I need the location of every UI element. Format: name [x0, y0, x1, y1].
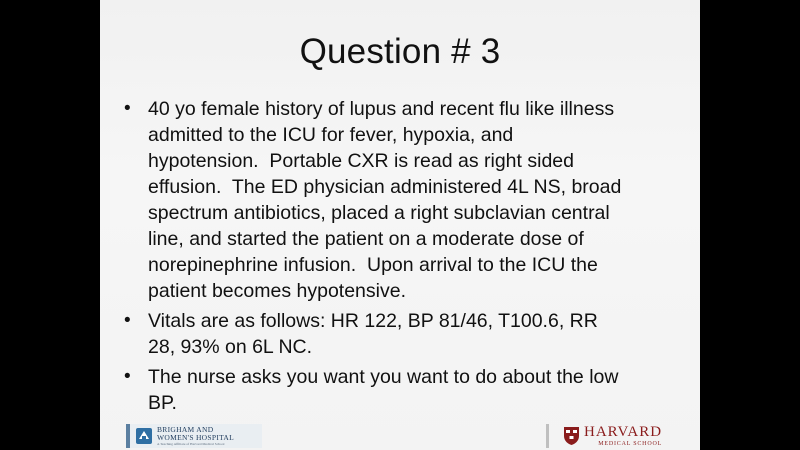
bullet-line: 28, 93% on 6L NC. — [148, 336, 313, 358]
bullet-marker: • — [124, 98, 131, 119]
harvard-shield-icon — [563, 426, 580, 446]
bullet-line: 40 yo female history of lupus and recent flu like illness — [148, 98, 615, 120]
bwh-line1: BRIGHAM AND — [157, 425, 214, 434]
hms-main-text: HARVARD — [584, 424, 663, 440]
slide-footer — [100, 422, 700, 450]
hms-wordmark — [584, 425, 662, 447]
bwh-emblem-icon — [135, 427, 153, 445]
slide-title: Question # 3 — [299, 32, 501, 71]
bullet-marker: • — [124, 366, 131, 387]
bullet-line: The nurse asks you want you want to do about the low — [148, 366, 619, 388]
bullet-item-2 — [122, 308, 692, 360]
bullet-list — [122, 96, 692, 420]
slide — [100, 0, 700, 450]
bullet-line: effusion. The ED physician administered 4L NS, broad — [148, 176, 622, 198]
bullet-item-3 — [122, 364, 692, 416]
hms-sub-text: MEDICAL SCHOOL — [598, 441, 663, 447]
bwh-tagline: A Teaching Affiliate of Harvard Medical School — [157, 442, 225, 446]
brigham-womens-logo — [126, 424, 262, 448]
harvard-medical-school-logo — [563, 425, 662, 447]
bullet-line: BP. — [148, 392, 177, 414]
bullet-line: hypotension. Portable CXR is read as right sided — [148, 150, 574, 172]
bwh-line2: WOMEN'S HOSPITAL — [157, 433, 235, 442]
bullet-line: line, and started the patient on a moderate dose of — [148, 228, 584, 250]
bullet-line: admitted to the ICU for fever, hypoxia, and — [148, 124, 514, 146]
bullet-marker: • — [124, 310, 131, 331]
footer-divider — [546, 424, 549, 448]
bullet-line: spectrum antibiotics, placed a right subclavian central — [148, 202, 610, 224]
bwh-wordmark — [157, 426, 234, 446]
bullet-item-1 — [122, 96, 692, 304]
bullet-line: patient becomes hypotensive. — [148, 280, 406, 302]
bullet-line: norepinephrine infusion. Upon arrival to the ICU the — [148, 254, 598, 276]
bullet-line: Vitals are as follows: HR 122, BP 81/46, T100.6, RR — [148, 310, 598, 332]
